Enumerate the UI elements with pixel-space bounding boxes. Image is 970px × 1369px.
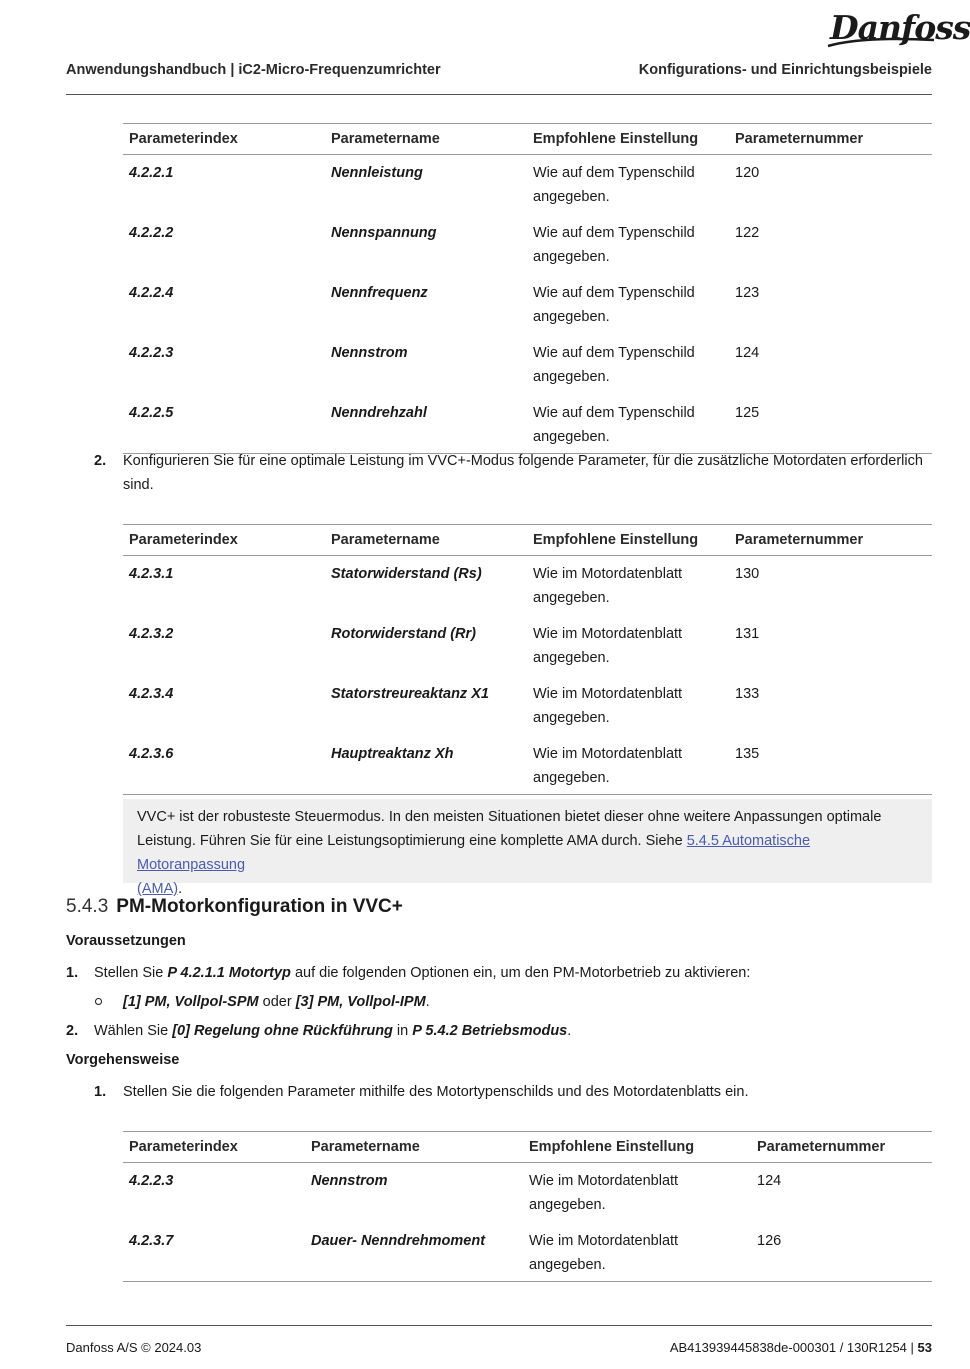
cell-number: 133 xyxy=(735,686,760,702)
cell-name: Hauptreaktanz Xh xyxy=(325,736,527,795)
header-empfohlene-einstellung: Empfohlene Einstellung xyxy=(527,124,729,155)
prereq-2-text xyxy=(94,1019,571,1043)
cell-number: 135 xyxy=(729,736,932,795)
setting-line-2: angegeben. xyxy=(533,650,610,666)
cell-index: 4.2.3.2 xyxy=(129,626,174,642)
header-parameternummer: Parameternummer xyxy=(729,124,932,155)
cell-number: 130 xyxy=(735,566,760,582)
cell-index: 4.2.2.2 xyxy=(129,225,174,241)
step-number: 2. xyxy=(94,453,107,469)
parameter-table-2 xyxy=(123,524,932,795)
setting-line-1: Wie im Motordatenblatt xyxy=(533,626,683,642)
setting-line-1: Wie im Motordatenblatt xyxy=(529,1173,679,1189)
parameter-table-1 xyxy=(123,123,932,454)
table-header-row xyxy=(123,525,932,556)
setting-line-2: angegeben. xyxy=(533,770,610,786)
setting-line-1: Wie auf dem Typenschild xyxy=(533,225,695,241)
header-parametername: Parametername xyxy=(305,1132,523,1163)
cell-setting xyxy=(527,215,729,275)
header-parametername: Parametername xyxy=(325,124,527,155)
cell-number: 126 xyxy=(751,1223,932,1282)
option-or: oder xyxy=(258,994,296,1010)
footer-document-id xyxy=(670,1340,932,1355)
setting-line-1: Wie im Motordatenblatt xyxy=(533,566,683,582)
option-spm: [1] PM, Vollpol-SPM xyxy=(123,994,259,1010)
cell-setting xyxy=(527,395,729,454)
prereq-2-text-a: Wählen Sie xyxy=(94,1023,173,1039)
step-2-line-1: Konfigurieren Sie für eine optimale Leistung im VVC+-Modus folgende Parameter, für die zusätzliche Motordaten erforderlich xyxy=(123,453,923,469)
setting-line-1: Wie im Motordatenblatt xyxy=(533,686,683,702)
table-row xyxy=(123,1223,932,1282)
cell-index: 4.2.3.7 xyxy=(123,1223,305,1282)
cell-name: Rotorwiderstand (Rr) xyxy=(331,626,476,642)
footer-rule xyxy=(66,1325,932,1326)
setting-line-2: angegeben. xyxy=(529,1257,606,1273)
setting-line-2: angegeben. xyxy=(533,429,610,445)
setting-line-2: angegeben. xyxy=(533,590,610,606)
prereq-1-param: P 4.2.1.1 Motortyp xyxy=(167,965,291,981)
cell-setting xyxy=(527,155,729,216)
cell-name: Nennstrom xyxy=(311,1173,388,1189)
prereq-2-number: 2. xyxy=(66,1023,79,1039)
cell-index: 4.2.2.3 xyxy=(129,345,174,361)
prereq-1-sub xyxy=(123,990,430,1014)
setting-line-2: angegeben. xyxy=(529,1197,606,1213)
header-rule xyxy=(66,94,932,95)
danfoss-logo xyxy=(826,6,970,50)
setting-line-1: Wie auf dem Typenschild xyxy=(533,405,695,421)
note-line-2: Leistung. Führen Sie für eine Leistungsoptimierung eine komplette AMA durch. Siehe xyxy=(137,833,687,849)
table-row xyxy=(123,215,932,275)
section-title: PM-Motorkonfiguration in VVC+ xyxy=(116,896,403,917)
procedure-1-number: 1. xyxy=(94,1084,107,1100)
cell-index: 4.2.2.1 xyxy=(129,165,174,181)
prereq-2-text-c: in xyxy=(392,1023,413,1039)
table-row xyxy=(123,676,932,736)
cell-setting xyxy=(523,1163,751,1224)
cell-index: 4.2.2.4 xyxy=(129,285,174,301)
cell-number: 125 xyxy=(729,395,932,454)
cell-name: Nennspannung xyxy=(331,225,437,241)
cell-name: Nennleistung xyxy=(331,165,423,181)
setting-line-2: angegeben. xyxy=(533,249,610,265)
chapter-title: Konfigurations- und Einrichtungsbeispiele xyxy=(638,62,932,78)
table-row xyxy=(123,335,932,395)
table-row xyxy=(123,395,932,454)
table-row xyxy=(123,556,932,617)
section-number: 5.4.3 xyxy=(66,896,109,917)
prereq-1-text-c: auf die folgenden Optionen ein, um den PM-Motorbetrieb zu aktivieren: xyxy=(290,965,751,981)
note-box xyxy=(123,799,932,897)
cell-setting xyxy=(527,275,729,335)
cell-number: 124 xyxy=(757,1173,782,1189)
setting-line-1: Wie auf dem Typenschild xyxy=(533,165,695,181)
cell-setting xyxy=(527,736,729,795)
option-ipm: [3] PM, Vollpol-IPM xyxy=(295,994,426,1010)
bullet-circle-icon xyxy=(95,998,102,1005)
header-parametername: Parametername xyxy=(325,525,527,556)
setting-line-1: Wie im Motordatenblatt xyxy=(529,1233,679,1249)
cell-number: 122 xyxy=(735,225,760,241)
page-number: 53 xyxy=(917,1340,932,1355)
footer-copyright: Danfoss A/S © 2024.03 xyxy=(66,1340,202,1355)
prereq-1-text-a: Stellen Sie xyxy=(94,965,168,981)
note-line-1: VVC+ ist der robusteste Steuermodus. In den meisten Situationen bietet dieser ohne weitere Anpassungen optimale xyxy=(137,809,882,825)
cell-index: 4.2.3.4 xyxy=(129,686,174,702)
cell-name: Statorwiderstand (Rs) xyxy=(331,566,482,582)
setting-line-1: Wie auf dem Typenschild xyxy=(533,345,695,361)
step-2-text xyxy=(123,449,932,497)
prereq-2-option: [0] Regelung ohne Rückführung xyxy=(172,1023,393,1039)
table-row xyxy=(123,736,932,795)
header-parameterindex: Parameterindex xyxy=(123,1132,305,1163)
table-row xyxy=(123,155,932,216)
table-header-row xyxy=(123,124,932,155)
header-empfohlene-einstellung: Empfohlene Einstellung xyxy=(527,525,729,556)
document-title: Anwendungshandbuch | iC2-Micro-Frequenzumrichter xyxy=(66,62,441,78)
option-period: . xyxy=(425,994,430,1010)
cell-index: 4.2.3.1 xyxy=(129,566,174,582)
logo-wordmark: Danfoss xyxy=(830,8,970,47)
cell-name: Statorstreureaktanz X1 xyxy=(331,686,489,702)
step-2-line-2: sind. xyxy=(123,477,154,493)
setting-line-1: Wie auf dem Typenschild xyxy=(533,285,695,301)
ama-link-continued[interactable]: (AMA) xyxy=(137,881,179,897)
note-period: . xyxy=(178,881,183,897)
table-row xyxy=(123,1163,932,1224)
cell-setting xyxy=(523,1223,751,1282)
setting-line-2: angegeben. xyxy=(533,369,610,385)
setting-line-1: Wie im Motordatenblatt xyxy=(533,746,683,762)
logo-swash-icon xyxy=(826,36,936,50)
prereq-1-number: 1. xyxy=(66,965,79,981)
cell-number: 131 xyxy=(735,626,760,642)
setting-line-2: angegeben. xyxy=(533,710,610,726)
footer-doc-number: AB413939445838de-000301 / 130R1254 | xyxy=(669,1340,918,1355)
header-empfohlene-einstellung: Empfohlene Einstellung xyxy=(523,1132,751,1163)
table-header-row xyxy=(123,1132,932,1163)
cell-setting xyxy=(527,556,729,617)
header-parameterindex: Parameterindex xyxy=(123,525,325,556)
cell-index: 4.2.2.5 xyxy=(123,395,325,454)
cell-index: 4.2.2.3 xyxy=(129,1173,174,1189)
procedure-1-text: Stellen Sie die folgenden Parameter mithilfe des Motortypenschilds und des Motordatenblatts ein. xyxy=(123,1084,749,1100)
cell-name: Dauer- Nenndrehmoment xyxy=(305,1223,523,1282)
cell-number: 120 xyxy=(735,165,760,181)
prereq-2-period: . xyxy=(567,1023,572,1039)
cell-number: 124 xyxy=(735,345,760,361)
cell-setting xyxy=(527,335,729,395)
section-heading xyxy=(66,896,403,918)
table-row xyxy=(123,616,932,676)
table-row xyxy=(123,275,932,335)
procedure-heading: Vorgehensweise xyxy=(66,1052,180,1068)
cell-setting xyxy=(527,616,729,676)
header-parameterindex: Parameterindex xyxy=(123,124,325,155)
cell-name: Nennstrom xyxy=(331,345,408,361)
prerequisites-heading: Voraussetzungen xyxy=(66,933,186,949)
ama-link[interactable]: 5.4.5 Automatische Motoranpassung xyxy=(137,833,811,873)
prereq-2-param: P 5.4.2 Betriebsmodus xyxy=(412,1023,568,1039)
setting-line-2: angegeben. xyxy=(533,189,610,205)
header-parameternummer: Parameternummer xyxy=(751,1132,932,1163)
cell-index: 4.2.3.6 xyxy=(123,736,325,795)
cell-number: 123 xyxy=(735,285,760,301)
cell-setting xyxy=(527,676,729,736)
setting-line-2: angegeben. xyxy=(533,309,610,325)
parameter-table-3 xyxy=(123,1131,932,1282)
prereq-1-text xyxy=(94,961,750,985)
header-parameternummer: Parameternummer xyxy=(729,525,932,556)
cell-name: Nenndrehzahl xyxy=(325,395,527,454)
cell-name: Nennfrequenz xyxy=(331,285,428,301)
